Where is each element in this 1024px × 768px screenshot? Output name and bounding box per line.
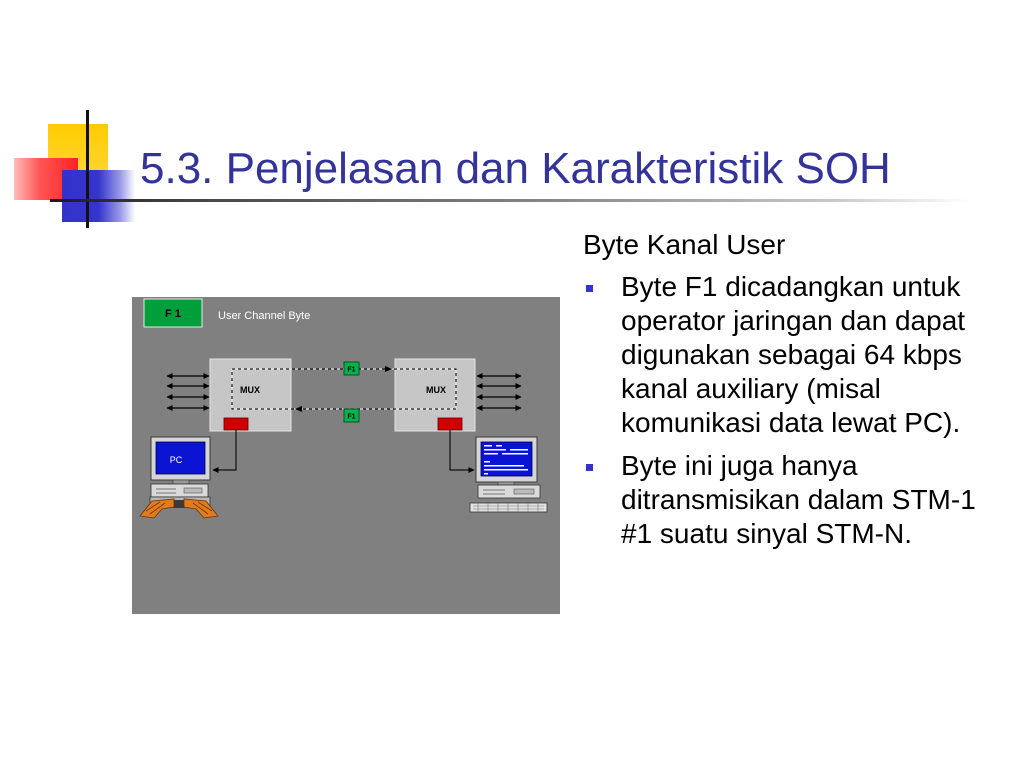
f1-badge: [144, 299, 202, 327]
monitor-stand: [498, 482, 514, 485]
f1-byte-bottom: [344, 409, 359, 422]
screen-line: [496, 445, 502, 447]
mux-left-box: [210, 359, 291, 431]
mux-right-box: [395, 359, 475, 431]
screen-line: [484, 453, 498, 455]
f1-byte-label: F1: [347, 366, 356, 374]
user-channel-byte-diagram: [132, 297, 560, 614]
keyboard: [470, 503, 547, 512]
bullet-item: [583, 449, 1003, 551]
slide-title: 5.3. Penjelasan dan Karakteristik SOH: [140, 144, 891, 193]
bullet-line: operator jaringan dan dapat: [621, 305, 966, 336]
screen-line: [502, 453, 528, 455]
bullet-line: Byte F1 dicadangkan untuk: [621, 271, 961, 302]
bullet-line: #1 suatu sinyal STM-N.: [621, 518, 912, 549]
f1-byte-label: F1: [347, 413, 356, 421]
bullet-line: Byte ini juga hanya: [621, 450, 858, 481]
monitor-stand: [173, 480, 189, 484]
screen-line: [484, 445, 492, 447]
pc-right: [470, 437, 547, 512]
mux-left-label: MUX: [240, 385, 260, 395]
title-underline: [50, 199, 970, 202]
screen-line: [484, 473, 488, 475]
decoration-vertical-line: [86, 110, 89, 228]
screen-line: [484, 469, 528, 471]
screen-line: [484, 465, 524, 467]
channel-arrow-right-icon: [385, 366, 392, 372]
f1-interface-right: [438, 418, 462, 430]
right-tributary-arrows: [477, 376, 521, 408]
bullet-line: ditransmisikan dalam STM-1: [621, 484, 976, 515]
bullet-line: kanal auxiliary (misal: [621, 373, 881, 404]
pc-screen-label: PC: [169, 455, 183, 465]
bullet-square-icon: [586, 464, 593, 471]
pc-link-left: [213, 430, 236, 470]
channel-arrow-left-icon: [295, 406, 302, 412]
drive-bay: [184, 488, 202, 493]
screen-line: [484, 449, 506, 451]
decoration-blue-square: [62, 170, 135, 222]
pc-link-right: [450, 430, 474, 470]
bullet-line: komunikasi data lewat PC).: [621, 407, 961, 438]
slide-body: [583, 228, 1003, 551]
f1-badge-label: F 1: [165, 308, 181, 320]
screen-line: [484, 461, 490, 463]
bullet-square-icon: [586, 285, 593, 292]
monitor-screen: [481, 442, 532, 476]
f1-byte-top: [344, 362, 359, 375]
keyboard-keys: [173, 500, 185, 508]
pc-left: [140, 437, 218, 518]
bullet-line: digunakan sebagai 64 kbps: [621, 339, 962, 370]
bullet-item: [583, 270, 1003, 440]
screen-line: [510, 449, 528, 451]
f1-interface-left: [224, 418, 248, 430]
left-tributary-arrows: [167, 376, 209, 408]
diagram-canvas: [132, 297, 560, 614]
diagram-caption: User Channel Byte: [218, 310, 311, 322]
mux-right-label: MUX: [426, 385, 446, 395]
section-heading: Byte Kanal User: [583, 229, 786, 260]
drive-bay: [514, 489, 534, 494]
